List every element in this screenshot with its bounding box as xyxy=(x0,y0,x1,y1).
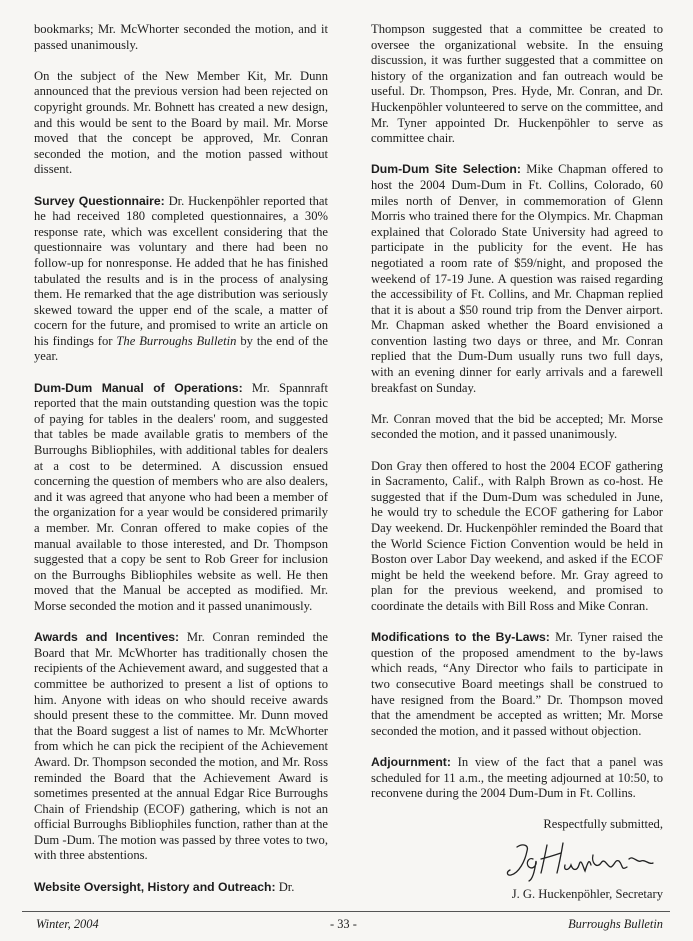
signature-drawing xyxy=(503,837,663,883)
paragraph-new-member-kit: On the subject of the New Member Kit, Mr. Dunn announced that the previous version had been rejected on copyright grounds. Mr. Bohnett has created a new design, and this would be sent to the Board by mail. Mr. Morse moved that the concept be approved, Mr. Conran seconded the motion, and the motion passed without dissent. xyxy=(34,68,328,177)
section-body: In view of the fact that a panel was scheduled for 11 a.m., the meeting adjourned at 10:50, to reconvene during the 2004 Dum-Dum in Ft. Collins. xyxy=(371,754,663,801)
section-body-end: by the end of the year. xyxy=(34,333,328,364)
signer-name: J. G. Huckenpöhler, Secretary xyxy=(511,886,663,901)
section-heading: Survey Questionnaire: xyxy=(34,193,165,208)
footer-issue: Winter, 2004 xyxy=(36,917,99,931)
paragraph-bookmarks: bookmarks; Mr. McWhorter seconded the motion, and it passed unanimously. xyxy=(34,22,328,52)
paragraph-bid-accepted: Mr. Conran moved that the bid be accepted; Mr. Morse seconded the motion, and it passed unanimously. xyxy=(371,411,663,442)
section-site-selection xyxy=(371,162,663,396)
handwritten-signature xyxy=(371,837,663,883)
closing-text: Respectfully submitted, xyxy=(543,817,663,832)
section-body: Dr. xyxy=(275,879,295,894)
left-column xyxy=(34,22,328,911)
section-body: Mike Chapman offered to host the 2004 Dum-Dum in Ft. Collins, Colorado, 60 miles north of Denver, in commemoration of Glenn Morris who trained there for the Olympics. Mr. Chapman explained that Colorado State University had agreed to participate in the publicity for the event. He has negotiated a room rate of $59/night, and proposed the weekend of 17-19 June. A question was raised regarding the accessibility of Ft. Collins, and Mr. Chapman replied that it is about a $50 round trip from the Denver airport. Mr. Chapman asked whether the Board envisioned a convention lasting two days or three, and Mr. Conran replied that the Dum-Dum usually runs two full days, with an evening dinner for early arrivals and a farewell breakfast on Sunday. xyxy=(371,162,663,395)
page-number: - 33 - xyxy=(330,917,357,931)
section-survey xyxy=(34,194,328,366)
section-adjournment xyxy=(371,755,663,802)
paragraph-website-continued: Thompson suggested that a committee be created to oversee the organizational website. In the ensuing discussion, it was further suggested that a committee on history of the organization and fan outreach would be useful. Dr. Thompson, Pres. Hyde, Mr. Conran, and Dr. Huckenpöhler volunteered to serve on the committee, and Mr. Tyner appointed Dr. Huckenpöhler to serve as committee chair. xyxy=(371,22,663,146)
right-column xyxy=(371,22,663,906)
publication-title: The Burroughs Bulletin xyxy=(116,333,237,348)
paragraph-ecof: Don Gray then offered to host the 2004 ECOF gathering in Sacramento, Calif., with Ralph Brown as co-host. He suggested that if the Dum-Dum was scheduled in June, he would try to schedule the ECOF gathering for Labor Day weekend. Dr. Huckenpöhler reminded the Board that the World Science Fiction Convention would be held in Boston over Labor Day weekend, and asked if the ECOF might be held the weekend before. Mr. Gray agreed to plan for the previous weekend, and promised to coordinate the details with Bill Ross and Mike Conran. xyxy=(371,458,663,613)
section-heading: Website Oversight, History and Outreach: xyxy=(34,879,276,894)
section-body: Mr. Conran reminded the Board that Mr. McWhorter has traditionally chosen the recipients of the Achievement award, and suggested that a committee be authorized to present a list of options to him. Anyone with ideas on who should receive awards should present these to the committee. Mr. Dunn moved that the Board suggest a list of names to Mr. McWhorter from which he can pick the recipient of the Achievement Award. Dr. Thompson seconded the motion, and Mr. Ross reminded the Board that the Achievement Award is sometimes presented at the annual Edgar Rice Burroughs Chain of Friendship (ECOF) gathering, which is not an official Burroughs Bibliophiles function, rather than at the Dum -Dum. The motion was passed by three votes to two, with three abstentions. xyxy=(34,630,328,863)
section-body: Mr. Spannraft reported that the main outstanding question was the topic of paying for tables in the dealers' room, and suggested that tables be made available gratis to members of the Burroughs Bibliophiles, with additional tables for dealers at a cost to be determined. A discussion ensued concerning the question of members who are also dealers, and it was agreed that anyone who had been a member of the organization for a year would be considered primarily a member. Mr. Conran offered to make copies of the manual available to those interested, and Dr. Thompson suggested that a copy be sent to Rob Greer for inclusion on the Burroughs Bibliophiles website as well. He then moved that the Manual be accepted as modified. Mr. Morse seconded the motion and it passed unanimously. xyxy=(34,380,328,613)
footer-rule xyxy=(22,911,670,912)
section-heading: Dum-Dum Manual of Operations: xyxy=(34,380,243,395)
section-heading: Awards and Incentives: xyxy=(34,630,180,645)
section-website xyxy=(34,880,328,896)
section-manual xyxy=(34,381,328,615)
section-heading: Adjournment: xyxy=(371,754,451,769)
section-bylaws xyxy=(371,630,663,739)
section-heading: Dum-Dum Site Selection: xyxy=(371,162,521,177)
section-body: Dr. Huckenpöhler reported that he had received 180 completed questionnaires, a 30% response rate, which was excellent considering that the questionnaire was voluntary and there had been no follow-up for nonresponse. He added that he has finished tabulated the results and is in the process of analysing them. He remarked that the age distribution was seriously skewed toward the upper end of the scale, a matter of cocern for the future, and promised to write an article on his findings for xyxy=(34,193,328,348)
section-body: Mr. Tyner raised the question of the proposed amendment to the by-laws which reads, “Any Director who fails to participate in two consecutive Board meetings shall be construed to have resigned from the Board.” Dr. Thompson moved that the amendment be accepted as written; Mr. Morse seconded the motion, and it passed without objection. xyxy=(371,630,663,738)
section-awards xyxy=(34,630,328,864)
footer-publication: Burroughs Bulletin xyxy=(568,917,663,931)
section-heading: Modifications to the By-Laws: xyxy=(371,630,550,645)
